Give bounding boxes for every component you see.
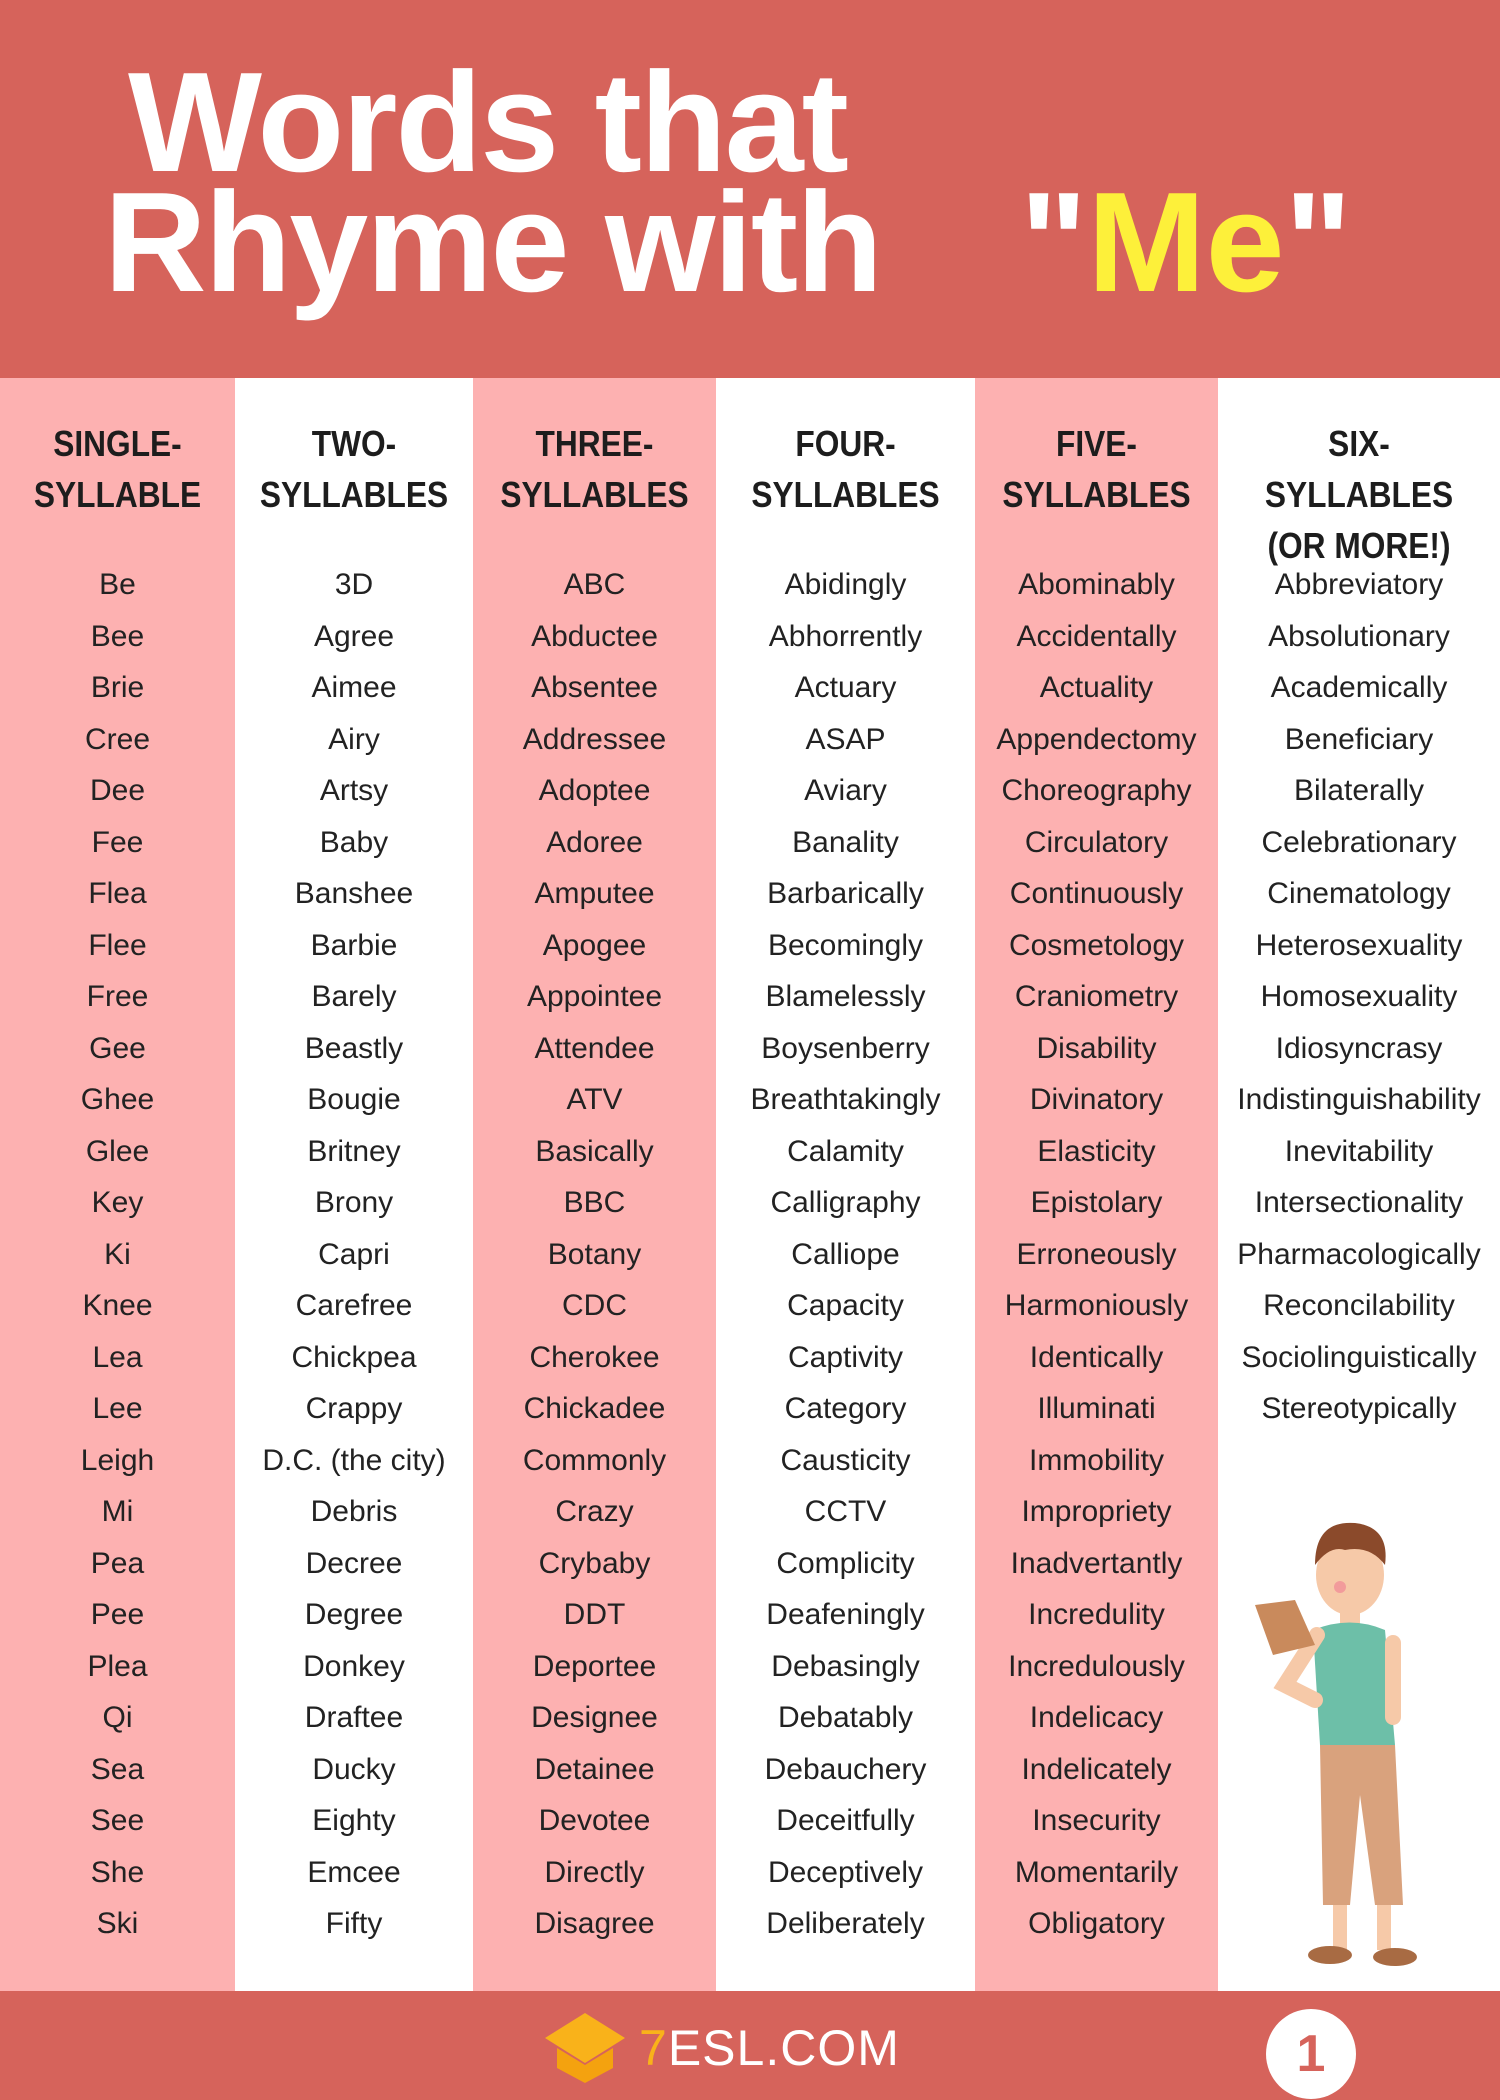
- word-item: Absentee: [531, 671, 658, 704]
- word-item: Devotee: [538, 1804, 651, 1837]
- word-item: Incredulity: [1028, 1598, 1165, 1631]
- word-item: Knee: [82, 1289, 153, 1322]
- word-list: [1218, 559, 1500, 1435]
- word-item: Gee: [89, 1031, 146, 1065]
- word-item: Debasingly: [771, 1649, 920, 1683]
- word-item: Emcee: [307, 1855, 401, 1889]
- word-item: Beneficiary: [1284, 722, 1434, 756]
- word-item: Qi: [102, 1701, 133, 1734]
- word-item: Capacity: [787, 1289, 904, 1322]
- word-item: Crazy: [555, 1495, 634, 1528]
- graduation-cap-icon: [545, 2013, 625, 2083]
- word-item: See: [90, 1804, 145, 1837]
- word-item: Captivity: [787, 1340, 904, 1374]
- word-item: Choreography: [1001, 774, 1192, 807]
- word-item: Debatably: [777, 1701, 914, 1734]
- word-item: Impropriety: [1021, 1495, 1172, 1528]
- word-item: Abbreviatory: [1274, 568, 1444, 601]
- word-item: Intersectionality: [1254, 1186, 1464, 1219]
- word-item: Incredulously: [1008, 1649, 1185, 1683]
- word-item: Identically: [1029, 1340, 1164, 1374]
- word-item: Agree: [313, 619, 395, 653]
- column-heading: [990, 418, 1204, 520]
- word-item: Actuary: [794, 671, 897, 704]
- word-item: Lea: [92, 1340, 143, 1374]
- word-item: Flea: [88, 877, 147, 910]
- word-item: Debris: [310, 1495, 398, 1528]
- page-number-badge: 1: [1266, 2009, 1356, 2099]
- heading-line-2: (OR MORE!): [1267, 525, 1451, 566]
- word-item: Epistolary: [1030, 1186, 1163, 1219]
- highlight-word: Me: [1087, 163, 1285, 322]
- title-line-1: Words that: [128, 43, 847, 202]
- word-item: Abhorrently: [768, 619, 923, 653]
- column-1: [0, 378, 235, 1991]
- word-item: Absolutionary: [1268, 619, 1450, 653]
- word-item: Eighty: [312, 1804, 396, 1837]
- word-item: Debauchery: [764, 1752, 927, 1786]
- word-item: Inevitability: [1284, 1134, 1434, 1168]
- word-item: Blamelessly: [765, 980, 926, 1013]
- heading-line-2: SYLLABLES: [259, 474, 449, 515]
- column-3: [473, 378, 716, 1991]
- word-item: Deliberately: [766, 1907, 925, 1940]
- column-heading: [488, 418, 702, 520]
- word-item: Indistinguishability: [1237, 1083, 1481, 1116]
- word-item: Cree: [84, 722, 151, 756]
- word-item: D.C. (the city): [262, 1443, 446, 1477]
- word-item: Cinematology: [1267, 877, 1451, 910]
- word-item: Airy: [328, 722, 380, 756]
- word-item: Free: [86, 980, 149, 1013]
- word-item: 3D: [334, 568, 374, 601]
- word-item: Fifty: [325, 1907, 383, 1940]
- word-item: Beastly: [304, 1031, 404, 1065]
- word-item: Attendee: [534, 1031, 655, 1065]
- quote-open: ": [1020, 163, 1088, 322]
- word-item: Bougie: [307, 1083, 401, 1116]
- word-item: Glee: [85, 1134, 150, 1168]
- word-item: Erroneously: [1016, 1237, 1177, 1271]
- word-item: Banality: [792, 825, 899, 859]
- word-item: Barbarically: [767, 877, 924, 910]
- word-item: Be: [99, 568, 136, 601]
- word-item: ATV: [566, 1083, 623, 1116]
- word-item: Idiosyncrasy: [1275, 1031, 1443, 1065]
- word-item: Celebrationary: [1261, 825, 1457, 859]
- word-item: Inadvertantly: [1010, 1546, 1183, 1580]
- column-heading: [1235, 418, 1483, 571]
- column-2: [235, 378, 473, 1991]
- word-item: She: [90, 1855, 145, 1889]
- word-item: Obligatory: [1028, 1907, 1165, 1940]
- word-item: Lee: [92, 1392, 143, 1425]
- word-item: Abominably: [1018, 568, 1175, 601]
- word-item: Ski: [96, 1907, 139, 1940]
- header: [0, 0, 1500, 378]
- heading-line-1: FIVE-: [1056, 423, 1137, 464]
- word-item: Barbie: [310, 928, 398, 962]
- word-list: [235, 559, 473, 1950]
- word-item: Deceitfully: [776, 1804, 915, 1837]
- heading-line-1: SINGLE-: [53, 423, 182, 464]
- word-item: Calliope: [791, 1237, 900, 1271]
- word-item: Actuality: [1039, 671, 1154, 704]
- word-item: Harmoniously: [1004, 1289, 1189, 1322]
- word-item: Chickadee: [523, 1392, 666, 1425]
- heading-line-2: SYLLABLE: [33, 474, 202, 515]
- heading-line-1: THREE-: [535, 423, 654, 464]
- word-item: Ghee: [80, 1083, 155, 1116]
- quote-close: ": [1284, 163, 1352, 322]
- word-item: Commonly: [522, 1443, 667, 1477]
- heading-line-2: SYLLABLES: [500, 474, 689, 515]
- word-item: Aviary: [804, 774, 887, 807]
- word-item: Continuously: [1009, 877, 1184, 910]
- word-item: Causticity: [780, 1443, 911, 1477]
- boy-reading-illustration: [1245, 1505, 1455, 1975]
- word-item: Disagree: [534, 1907, 655, 1940]
- word-item: Flee: [88, 928, 147, 962]
- word-item: Carefree: [295, 1289, 413, 1322]
- word-item: ABC: [563, 568, 626, 601]
- heading-line-1: FOUR-: [795, 423, 896, 464]
- word-item: Aimee: [311, 671, 397, 704]
- word-item: Accidentally: [1016, 619, 1177, 653]
- column-4: [716, 378, 975, 1991]
- word-item: Academically: [1270, 671, 1448, 704]
- word-item: Appendectomy: [996, 722, 1197, 756]
- word-item: Pharmacologically: [1237, 1237, 1481, 1271]
- heading-line-1: SIX-SYLLABLES: [1264, 423, 1454, 515]
- word-item: Bee: [90, 619, 145, 653]
- word-item: Pee: [90, 1598, 145, 1631]
- word-item: Barely: [311, 980, 397, 1013]
- word-item: Banshee: [294, 877, 414, 910]
- word-item: Complicity: [776, 1546, 915, 1580]
- word-item: Ducky: [312, 1752, 396, 1786]
- word-item: Amputee: [534, 877, 655, 910]
- word-item: Deafeningly: [766, 1598, 925, 1631]
- word-item: Category: [784, 1392, 907, 1425]
- word-item: Indelicacy: [1029, 1701, 1164, 1734]
- word-item: CDC: [562, 1289, 627, 1322]
- word-item: Fee: [91, 825, 144, 859]
- heading-line-2: SYLLABLES: [751, 474, 940, 515]
- word-item: Momentarily: [1014, 1855, 1179, 1889]
- word-item: Key: [91, 1186, 144, 1219]
- word-item: BBC: [563, 1186, 626, 1219]
- footer: [0, 1991, 1500, 2100]
- word-item: Crappy: [305, 1392, 403, 1425]
- title-highlight: [1020, 163, 1352, 322]
- word-item: Becomingly: [767, 928, 924, 962]
- word-item: Chickpea: [291, 1340, 417, 1374]
- word-item: DDT: [563, 1598, 626, 1631]
- word-item: Basically: [535, 1134, 654, 1168]
- word-item: Boysenberry: [761, 1031, 930, 1065]
- word-list: [975, 559, 1218, 1950]
- word-item: Craniometry: [1014, 980, 1179, 1013]
- word-item: Dee: [89, 774, 146, 807]
- heading-line-2: SYLLABLES: [1002, 474, 1191, 515]
- word-item: Addressee: [522, 722, 667, 756]
- word-item: Degree: [304, 1598, 404, 1631]
- word-list: [716, 559, 975, 1950]
- word-item: Cosmetology: [1008, 928, 1185, 962]
- word-item: Artsy: [319, 774, 389, 807]
- word-item: Insecurity: [1032, 1804, 1161, 1837]
- word-item: Crybaby: [538, 1546, 651, 1580]
- word-item: Calligraphy: [770, 1186, 921, 1219]
- word-item: Calamity: [787, 1134, 904, 1168]
- word-item: Apogee: [542, 928, 647, 962]
- word-item: Brie: [90, 671, 145, 704]
- word-item: Adoptee: [538, 774, 651, 807]
- word-item: Botany: [547, 1237, 642, 1271]
- word-item: Indelicately: [1021, 1752, 1172, 1786]
- word-item: Immobility: [1028, 1443, 1164, 1477]
- word-item: Divinatory: [1029, 1083, 1164, 1116]
- word-list: [0, 559, 235, 1950]
- column-5: [975, 378, 1218, 1991]
- word-item: Bilaterally: [1293, 774, 1425, 807]
- word-item: Plea: [87, 1649, 148, 1683]
- word-item: CCTV: [804, 1495, 887, 1528]
- word-item: ASAP: [805, 722, 886, 756]
- word-item: Cherokee: [529, 1340, 660, 1374]
- word-item: Deportee: [532, 1649, 657, 1683]
- title-line-2: Rhyme with: [104, 163, 881, 322]
- word-item: Appointee: [526, 980, 663, 1013]
- word-item: Stereotypically: [1261, 1392, 1457, 1425]
- word-item: Donkey: [303, 1649, 405, 1683]
- word-item: Adoree: [546, 825, 643, 859]
- word-item: Draftee: [304, 1701, 404, 1734]
- 7esl-logo[interactable]: [545, 2013, 900, 2083]
- word-list: [473, 559, 716, 1950]
- word-item: Mi: [101, 1495, 134, 1528]
- word-item: Decree: [305, 1546, 403, 1580]
- word-item: Baby: [319, 825, 389, 859]
- word-item: Abductee: [531, 619, 658, 653]
- word-item: Ki: [104, 1237, 131, 1271]
- column-heading: [732, 418, 960, 520]
- word-item: Abidingly: [784, 568, 907, 601]
- word-item: Capri: [318, 1237, 390, 1271]
- word-item: Designee: [531, 1701, 658, 1734]
- column-heading: [14, 418, 221, 520]
- word-item: Reconcilability: [1263, 1289, 1455, 1322]
- word-item: Disability: [1036, 1031, 1157, 1065]
- word-item: Pea: [90, 1546, 145, 1580]
- word-item: Britney: [307, 1134, 401, 1168]
- word-item: Homosexuality: [1260, 980, 1458, 1013]
- word-item: Deceptively: [767, 1855, 924, 1889]
- word-item: Heterosexuality: [1255, 928, 1463, 962]
- word-item: Directly: [544, 1855, 645, 1889]
- word-item: Breathtakingly: [750, 1083, 941, 1116]
- word-item: Leigh: [80, 1443, 155, 1477]
- word-item: Sea: [90, 1752, 145, 1786]
- word-item: Sociolinguistically: [1241, 1340, 1477, 1374]
- word-item: Detainee: [534, 1752, 655, 1786]
- word-item: Circulatory: [1024, 825, 1169, 859]
- word-item: Illuminati: [1037, 1392, 1156, 1425]
- word-item: Elasticity: [1037, 1134, 1156, 1168]
- column-heading: [249, 418, 458, 520]
- heading-line-1: TWO-: [311, 423, 397, 464]
- logo-text: 7ESL.COM: [639, 2020, 900, 2076]
- word-item: Brony: [314, 1186, 394, 1219]
